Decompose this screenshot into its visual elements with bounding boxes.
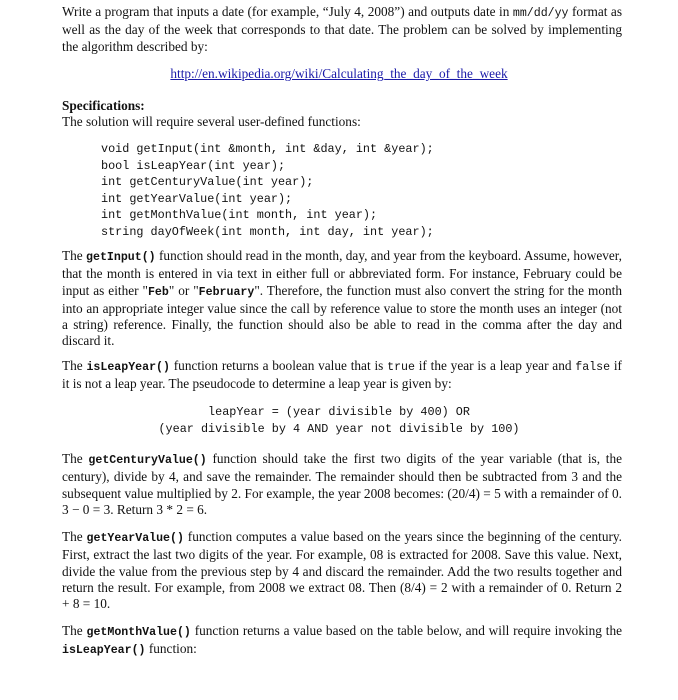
getinput-function-name: getInput() — [86, 251, 156, 264]
february-literal: February — [198, 285, 255, 299]
prototype-line: string dayOfWeek(int month, int day, int year); — [101, 224, 434, 239]
date-format-code: mm/dd/yy — [512, 7, 569, 20]
prototype-line: void getInput(int &month, int &day, int &year); — [101, 142, 434, 156]
getyearvalue-function-name: getYearValue() — [86, 532, 184, 545]
intro-text-2: format as well as the day of the week that corresponds to that date. The problem can be solved by implementing the algorithm described by: — [62, 4, 622, 54]
specifications-heading: Specifications: — [62, 98, 145, 113]
getyearvalue-paragraph: The getYearValue() function computes a value based on the years since the beginning of the century. First, extract the last two digits of the year. For example, 08 is extracted for 2008. Save this value. Next, divide the value from the previous step by 4 and discard the remainder. Add the two results together and return the result. For example, from 2008 we extract 08. Then (8/4) = 2 with a remainder of 0. Return 2 + 8 = 10. — [62, 529, 623, 612]
leap-year-pseudocode — [0, 404, 678, 438]
isleapyear-function-name: isLeapYear() — [86, 361, 170, 374]
prototype-line: bool isLeapYear(int year); — [101, 158, 286, 173]
intro-text-1: Write a program that inputs a date (for example, “July 4, 2008”) and outputs date in — [62, 4, 513, 19]
prototype-line: int getCenturyValue(int year); — [101, 175, 314, 190]
isleapyear-reference: isLeapYear() — [62, 644, 146, 658]
true-literal: true — [387, 361, 415, 374]
feb-literal: Feb — [147, 285, 169, 299]
getcenturyvalue-paragraph: The getCenturyValue() function should take the first two digits of the year variable (that is, the century), divide by 4, and save the remainder. The remainder should then be subtracted from 3 and the subsequent value multiplied by 2. For example, the year 2008 becomes: (20/4) = 5 with a remainder of 0. 3 − 0 = 3. Return 3 * 2 = 6. — [62, 451, 622, 517]
wikipedia-link[interactable]: http://en.wikipedia.org/wiki/Calculating_the_day_of_the_week — [170, 66, 508, 81]
pseudocode-line: (year divisible by 4 AND year not divisible by 100) — [158, 422, 520, 436]
intro-paragraph — [62, 4, 622, 55]
isleapyear-paragraph: The isLeapYear() function returns a boolean value that is true if the year is a leap year and false if it is not a leap year. The pseudocode to determine a leap year is given by: — [62, 358, 622, 392]
getinput-paragraph: The getInput() function should read in the month, day, and year from the keyboard. Assume, however, that the month is entered in via text in either full or abbreviated form. For instance, February could be input as either "Feb" or "February". Therefore, the function must also convert the string for the month into an appropriate integer value since the call by reference value to store the month uses an integer (not a string) reference. Finally, the function should also be able to read in the comma after the day and discard it. — [62, 248, 622, 349]
pseudocode-line: leapYear = (year divisible by 400) OR — [208, 405, 470, 419]
prototype-line: int getYearValue(int year); — [101, 191, 293, 206]
getmonthvalue-paragraph: The getMonthValue() function returns a value based on the table below, and will require invoking the isLeapYear() function: — [62, 623, 622, 658]
getcenturyvalue-function-name: getCenturyValue() — [88, 454, 207, 467]
function-prototypes — [101, 141, 434, 241]
specifications-text: The solution will require several user-defined functions: — [62, 114, 361, 129]
false-literal: false — [575, 361, 611, 374]
prototype-line: int getMonthValue(int month, int year); — [101, 208, 378, 223]
getmonthvalue-function-name: getMonthValue() — [86, 626, 191, 639]
